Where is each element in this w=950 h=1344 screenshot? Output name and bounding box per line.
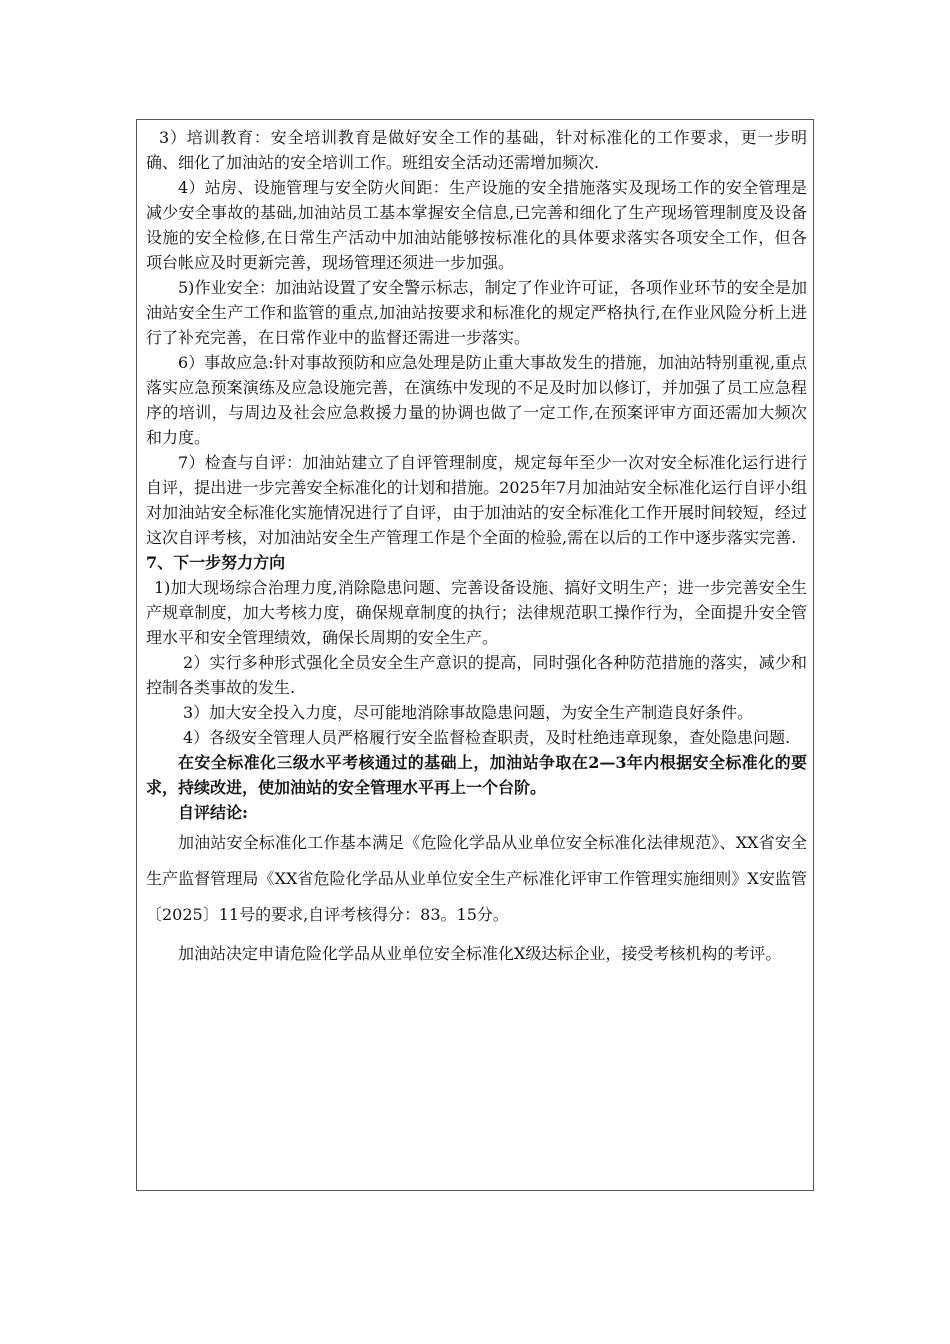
document-frame bbox=[136, 119, 814, 1191]
paragraph-inspection: 7）检查与自评：加油站建立了自评管理制度，规定每年至少一次对安全标准化运行进行自评，提出进一步完善安全标准化的计划和措施。2025年7月加油站安全标准化运行自评小组对加油站安全标准化实施情况进行了自评，由于加油站的安全标准化工作开展时间较短，经过这次自评考核，对加油站安全生产管理工作是个全面的检验,需在以后的工作中逐步落实完善. bbox=[146, 453, 807, 547]
conclusion-label: 自评结论: bbox=[178, 803, 248, 822]
direction-item-2: 2）实行多种形式强化全员安全生产意识的提高，同时强化各种防范措施的落实，减少和控制各类事故的发生. bbox=[146, 653, 807, 697]
direction-item-4: 4）各级安全管理人员严格履行安全监督检查职责，及时杜绝违章现象，查处隐患问题. bbox=[183, 728, 791, 747]
decision-statement: 加油站决定申请危险化学品从业单位安全标准化X级达标企业，接受考核机构的考评。 bbox=[178, 944, 782, 963]
goal-statement: 在安全标准化三级水平考核通过的基础上，加油站争取在2—3年内根据安全标准化的要求，持续改进，使加油站的安全管理水平再上一个台阶。 bbox=[146, 753, 807, 797]
section-title: 7、下一步努力方向 bbox=[146, 553, 286, 572]
paragraph-training: 3）培训教育：安全培训教育是做好安全工作的基础，针对标准化的工作要求，更一步明确、细化了加油站的安全培训工作。班组安全活动还需增加频次. bbox=[146, 128, 807, 172]
direction-item-3: 3）加大安全投入力度，尽可能地消除事故隐患问题，为安全生产制造良好条件。 bbox=[183, 703, 754, 722]
paragraph-facilities: 4）站房、设施管理与安全防火间距：生产设施的安全措施落实及现场工作的安全管理是减少安全事故的基础,加油站员工基本掌握安全信息,已完善和细化了生产现场管理制度及设备设施的安全检修,在日常生产活动中加油站能够按标准化的具体要求落实各项安全工作，但各项台帐应及时更新完善，现场管理还须进一步加强。 bbox=[146, 178, 807, 272]
document-body bbox=[146, 125, 807, 966]
conclusion-text: 加油站安全标准化工作基本满足《危险化学品从业单位安全标准化法律规范》、XX省安全生产监督管理局《XX省危险化学品从业单位安全生产标准化评审工作管理实施细则》X安监管〔2025〕11号的要求,自评考核得分：83。15分。 bbox=[146, 833, 807, 924]
direction-item-1: 1)加大现场综合治理力度,消除隐患问题、完善设备设施、搞好文明生产；进一步完善安全生产规章制度，加大考核力度，确保规章制度的执行；法律规范职工操作行为，全面提升安全管理水平和安全管理绩效，确保长周期的安全生产。 bbox=[146, 578, 807, 647]
paragraph-emergency: 6）事故应急:针对事故预防和应急处理是防止重大事故发生的措施，加油站特别重视,重点落实应急预案演练及应急设施完善，在演练中发现的不足及时加以修订，并加强了员工应急程序的培训，与周边及社会应急救援力量的协调也做了一定工作,在预案评审方面还需加大频次和力度。 bbox=[146, 353, 807, 447]
paragraph-operation-safety: 5)作业安全：加油站设置了安全警示标志，制定了作业许可证，各项作业环节的安全是加油站安全生产工作和监管的重点,加油站按要求和标准化的规定严格执行,在作业风险分析上进行了补充完善，在日常作业中的监督还需进一步落实。 bbox=[146, 278, 807, 347]
